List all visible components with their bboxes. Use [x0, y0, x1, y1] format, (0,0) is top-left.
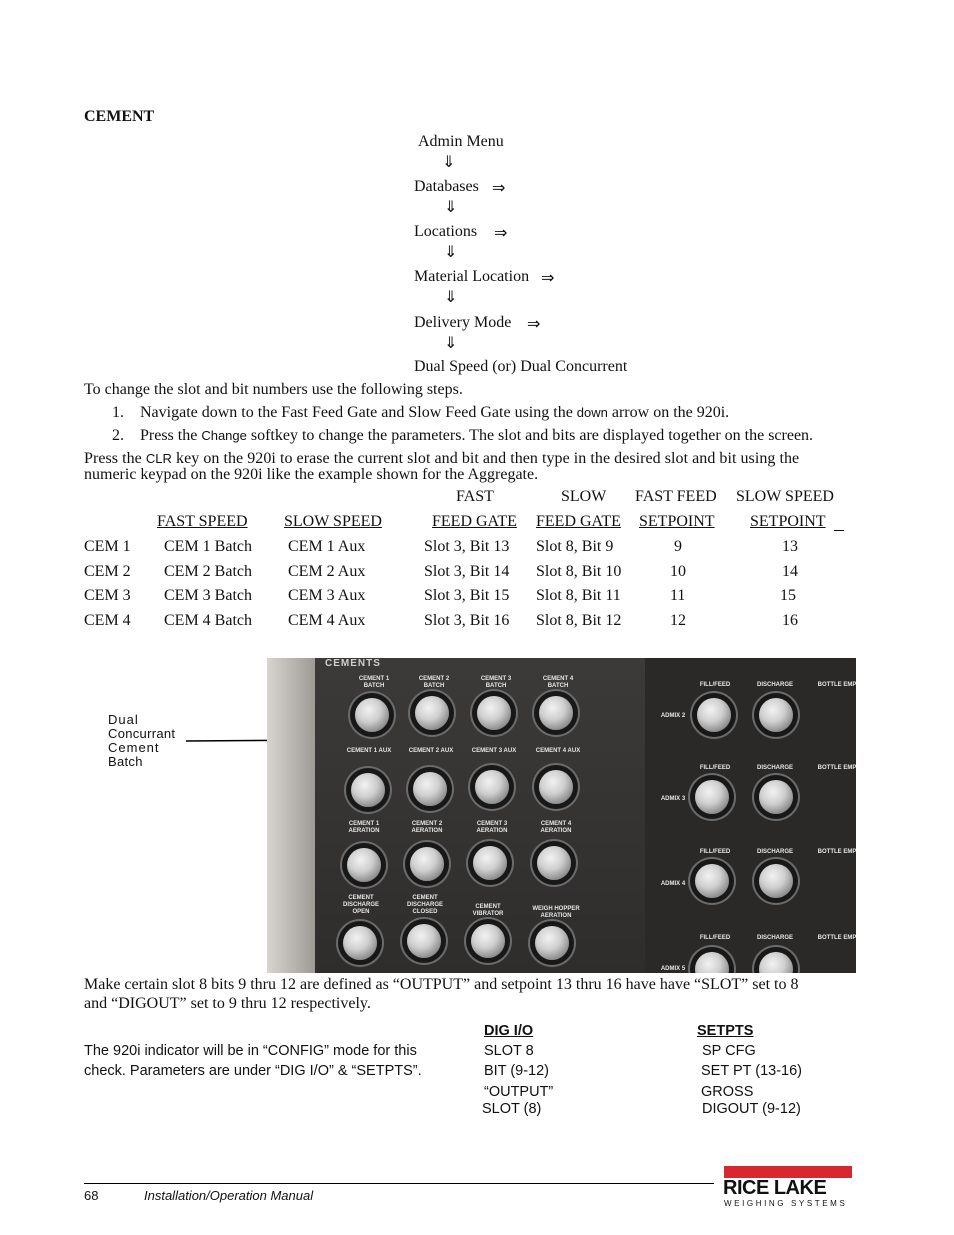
table-cell: CEM 1 — [84, 538, 131, 555]
knob-icon — [759, 698, 793, 732]
knob-icon — [535, 926, 569, 960]
right-arrow-icon: ⇒ — [492, 178, 506, 197]
manual-title: Installation/Operation Manual — [144, 1188, 314, 1203]
panel-label: CEMENT 4 BATCH — [542, 676, 574, 689]
table-cell: Slot 3, Bit 14 — [424, 563, 510, 580]
panel-label: CEMENT 1 BATCH — [358, 676, 390, 689]
table-cell: Slot 3, Bit 16 — [424, 612, 510, 629]
underline-tail — [834, 530, 844, 531]
knob-icon — [471, 924, 505, 958]
table-cell: 9 — [674, 538, 682, 555]
knob-icon — [407, 924, 441, 958]
panel-label: CEMENT 3 AERATION — [476, 821, 508, 834]
panel-frame — [267, 658, 315, 973]
table-header: FAST SPEED — [157, 513, 248, 530]
table-cell: 14 — [782, 563, 798, 580]
step-number: 2. — [112, 427, 124, 444]
down-arrow-icon: ⇓ — [444, 287, 458, 306]
menu-item-locations: Locations — [414, 223, 478, 240]
config-note-line1: The 920i indicator will be in “CONFIG” mode for this — [84, 1043, 417, 1059]
table-cell: CEM 2 — [84, 563, 131, 580]
panel-label: CEMENT DISCHARGE CLOSED — [406, 895, 443, 915]
setpts-item: SP CFG — [702, 1043, 756, 1059]
config-note-line2: check. Parameters are under “DIG I/O” & “SETPTS”. — [84, 1063, 422, 1079]
panel-label: BOTTLE EMP — [817, 935, 856, 941]
para-text: key on the 920i to erase the current slot and bit and then type in the desired slot and bit using the — [172, 450, 800, 467]
step-text-post: arrow on the 920i. — [607, 404, 730, 421]
panel-label: BOTTLE EMP — [817, 849, 856, 855]
note-paragraph-line1: Make certain slot 8 bits 9 thru 12 are defined as “OUTPUT” and setpoint 13 thru 16 have have “SLOT” set to 8 — [84, 976, 799, 993]
down-arrow-icon: ⇓ — [444, 242, 458, 261]
knob-icon — [343, 926, 377, 960]
step-text-pre: Navigate down to the Fast Feed Gate and Slow Feed Gate using the — [140, 404, 577, 421]
setpts-heading: SETPTS — [697, 1023, 754, 1039]
panel-label: FILL/FEED — [699, 935, 731, 941]
step-text — [140, 404, 729, 422]
table-header: SLOW SPEED — [284, 513, 382, 530]
section-heading: CEMENT — [84, 108, 155, 125]
table-cell: CEM 3 — [84, 587, 131, 604]
knob-icon — [539, 696, 573, 730]
table-cell: CEM 1 Batch — [164, 538, 252, 555]
note-paragraph-line2: and “DIGOUT” set to 9 thru 12 respectively. — [84, 995, 371, 1012]
table-cell: CEM 4 — [84, 612, 131, 629]
panel-label: CEMENT 2 AUX — [408, 748, 454, 754]
panel-label: DISCHARGE — [756, 935, 793, 941]
step-text-post: softkey to change the parameters. The slot and bits are displayed together on the screen. — [246, 427, 814, 444]
photo-callout — [108, 713, 175, 769]
dig-io-item: “OUTPUT” — [484, 1084, 554, 1100]
footer-rule — [84, 1183, 714, 1184]
panel-label: BOTTLE EMP — [817, 765, 856, 771]
right-arrow-icon: ⇒ — [541, 268, 555, 287]
cement-panel — [267, 658, 645, 973]
logo-main: RICE LAKE — [723, 1177, 827, 1199]
panel-label: CEMENT 3 BATCH — [480, 676, 512, 689]
dig-io-item: SLOT 8 — [484, 1043, 534, 1059]
step-text — [140, 427, 813, 445]
panel-label: ADMIX 2 — [660, 713, 686, 719]
panel-label: ADMIX 3 — [660, 796, 686, 802]
knob-icon — [697, 698, 731, 732]
press-clr-paragraph-line2: numeric keypad on the 920i like the example shown for the Aggregate. — [84, 466, 539, 483]
table-cell: CEM 2 Batch — [164, 563, 252, 580]
panel-label: DISCHARGE — [756, 765, 793, 771]
table-cell: Slot 8, Bit 9 — [536, 538, 614, 555]
menu-item-admin: Admin Menu — [418, 133, 504, 150]
down-arrow-icon: ⇓ — [444, 197, 458, 216]
right-arrow-icon: ⇒ — [527, 314, 541, 333]
panel-label: CEMENT 3 AUX — [471, 748, 517, 754]
menu-item-dual-speed: Dual Speed (or) Dual Concurrent — [414, 358, 628, 375]
table-header: FEED GATE — [536, 513, 621, 530]
panel-label: CEMENT 4 AERATION — [540, 821, 572, 834]
table-header-top: FAST FEED — [635, 488, 717, 505]
panel-label: CEMENT 2 AERATION — [411, 821, 443, 834]
panel-label: ADMIX 4 — [660, 881, 686, 887]
table-cell: CEM 2 Aux — [288, 563, 366, 580]
setpts-item: GROSS — [701, 1084, 754, 1100]
table-header: FEED GATE — [432, 513, 517, 530]
table-cell: 12 — [670, 612, 686, 629]
knob-icon — [537, 846, 571, 880]
panel-label: FILL/FEED — [699, 682, 731, 688]
right-arrow-icon: ⇒ — [494, 223, 508, 242]
table-cell: CEM 4 Batch — [164, 612, 252, 629]
dig-io-item: SLOT (8) — [482, 1101, 542, 1117]
menu-item-databases: Databases — [414, 178, 479, 195]
panel-label: CEMENT VIBRATOR — [472, 904, 504, 917]
step-number: 1. — [112, 404, 124, 421]
down-arrow-icon: ⇓ — [442, 152, 456, 171]
panel-title: CEMENTS — [325, 658, 381, 669]
panel-label: WEIGH HOPPER AERATION — [532, 906, 580, 919]
callout-line: Cement — [108, 740, 160, 755]
table-cell: 10 — [670, 563, 686, 580]
knob-icon — [759, 780, 793, 814]
down-arrow-icon: ⇓ — [444, 333, 458, 352]
knob-icon — [413, 772, 447, 806]
step-text-pre: Press the — [140, 427, 202, 444]
table-cell: Slot 3, Bit 15 — [424, 587, 510, 604]
table-cell: 16 — [782, 612, 798, 629]
table-cell: 11 — [670, 587, 686, 604]
callout-line: Concurrant — [108, 726, 176, 741]
table-header: SETPOINT — [750, 513, 826, 530]
page-number: 68 — [84, 1188, 99, 1203]
dig-io-item: BIT (9-12) — [484, 1063, 550, 1079]
table-cell: Slot 3, Bit 13 — [424, 538, 510, 555]
logo-sub: WEIGHING SYSTEMS — [724, 1199, 848, 1208]
callout-line: Dual — [108, 712, 139, 727]
table-cell: Slot 8, Bit 11 — [536, 587, 621, 604]
knob-icon — [410, 847, 444, 881]
table-header: SETPOINT — [639, 513, 715, 530]
knob-icon — [759, 864, 793, 898]
knob-icon — [347, 848, 381, 882]
knob-icon — [477, 696, 511, 730]
control-panel-photo — [267, 658, 856, 973]
table-cell: 13 — [782, 538, 798, 555]
table-cell: 15 — [780, 587, 796, 604]
menu-item-delivery-mode: Delivery Mode — [414, 314, 512, 331]
panel-label: DISCHARGE — [756, 849, 793, 855]
knob-icon — [355, 698, 389, 732]
knob-icon — [351, 773, 385, 807]
panel-label: DISCHARGE — [756, 682, 793, 688]
menu-item-material-location: Material Location — [414, 268, 530, 285]
table-cell: Slot 8, Bit 10 — [536, 563, 622, 580]
panel-label: FILL/FEED — [699, 765, 731, 771]
admix-panel — [645, 658, 856, 973]
knob-icon — [475, 770, 509, 804]
table-cell: CEM 3 Batch — [164, 587, 252, 604]
key-name: Change — [201, 428, 247, 443]
knob-icon — [695, 780, 729, 814]
intro-text: To change the slot and bit numbers use the following steps. — [84, 381, 463, 398]
knob-icon — [415, 696, 449, 730]
panel-label: CEMENT 1 AERATION — [348, 821, 380, 834]
knob-icon — [473, 846, 507, 880]
panel-label: CEMENT 2 BATCH — [418, 676, 450, 689]
panel-label: BOTTLE EMP — [817, 682, 856, 688]
key-name: down — [576, 405, 608, 420]
key-name: CLR — [145, 451, 172, 466]
setpts-item: SET PT (13-16) — [701, 1063, 803, 1079]
table-cell: CEM 3 Aux — [288, 587, 366, 604]
panel-label: CEMENT DISCHARGE OPEN — [342, 895, 379, 915]
knob-icon — [695, 864, 729, 898]
panel-label: FILL/FEED — [699, 849, 731, 855]
table-header-top: SLOW — [561, 488, 607, 505]
table-cell: CEM 1 Aux — [288, 538, 366, 555]
table-cell: CEM 4 Aux — [288, 612, 366, 629]
table-cell: Slot 8, Bit 12 — [536, 612, 622, 629]
knob-icon — [539, 770, 573, 804]
callout-line: Batch — [108, 754, 143, 769]
setpts-item: DIGOUT (9-12) — [702, 1101, 801, 1117]
panel-label: ADMIX 5 — [660, 966, 686, 972]
panel-label: CEMENT 4 AUX — [535, 748, 581, 754]
panel-label: CEMENT 1 AUX — [346, 748, 392, 754]
dig-io-heading: DIG I/O — [484, 1023, 534, 1039]
table-header-top: FAST — [456, 488, 494, 505]
para-text: Press the — [84, 450, 146, 467]
table-header-top: SLOW SPEED — [736, 488, 834, 505]
